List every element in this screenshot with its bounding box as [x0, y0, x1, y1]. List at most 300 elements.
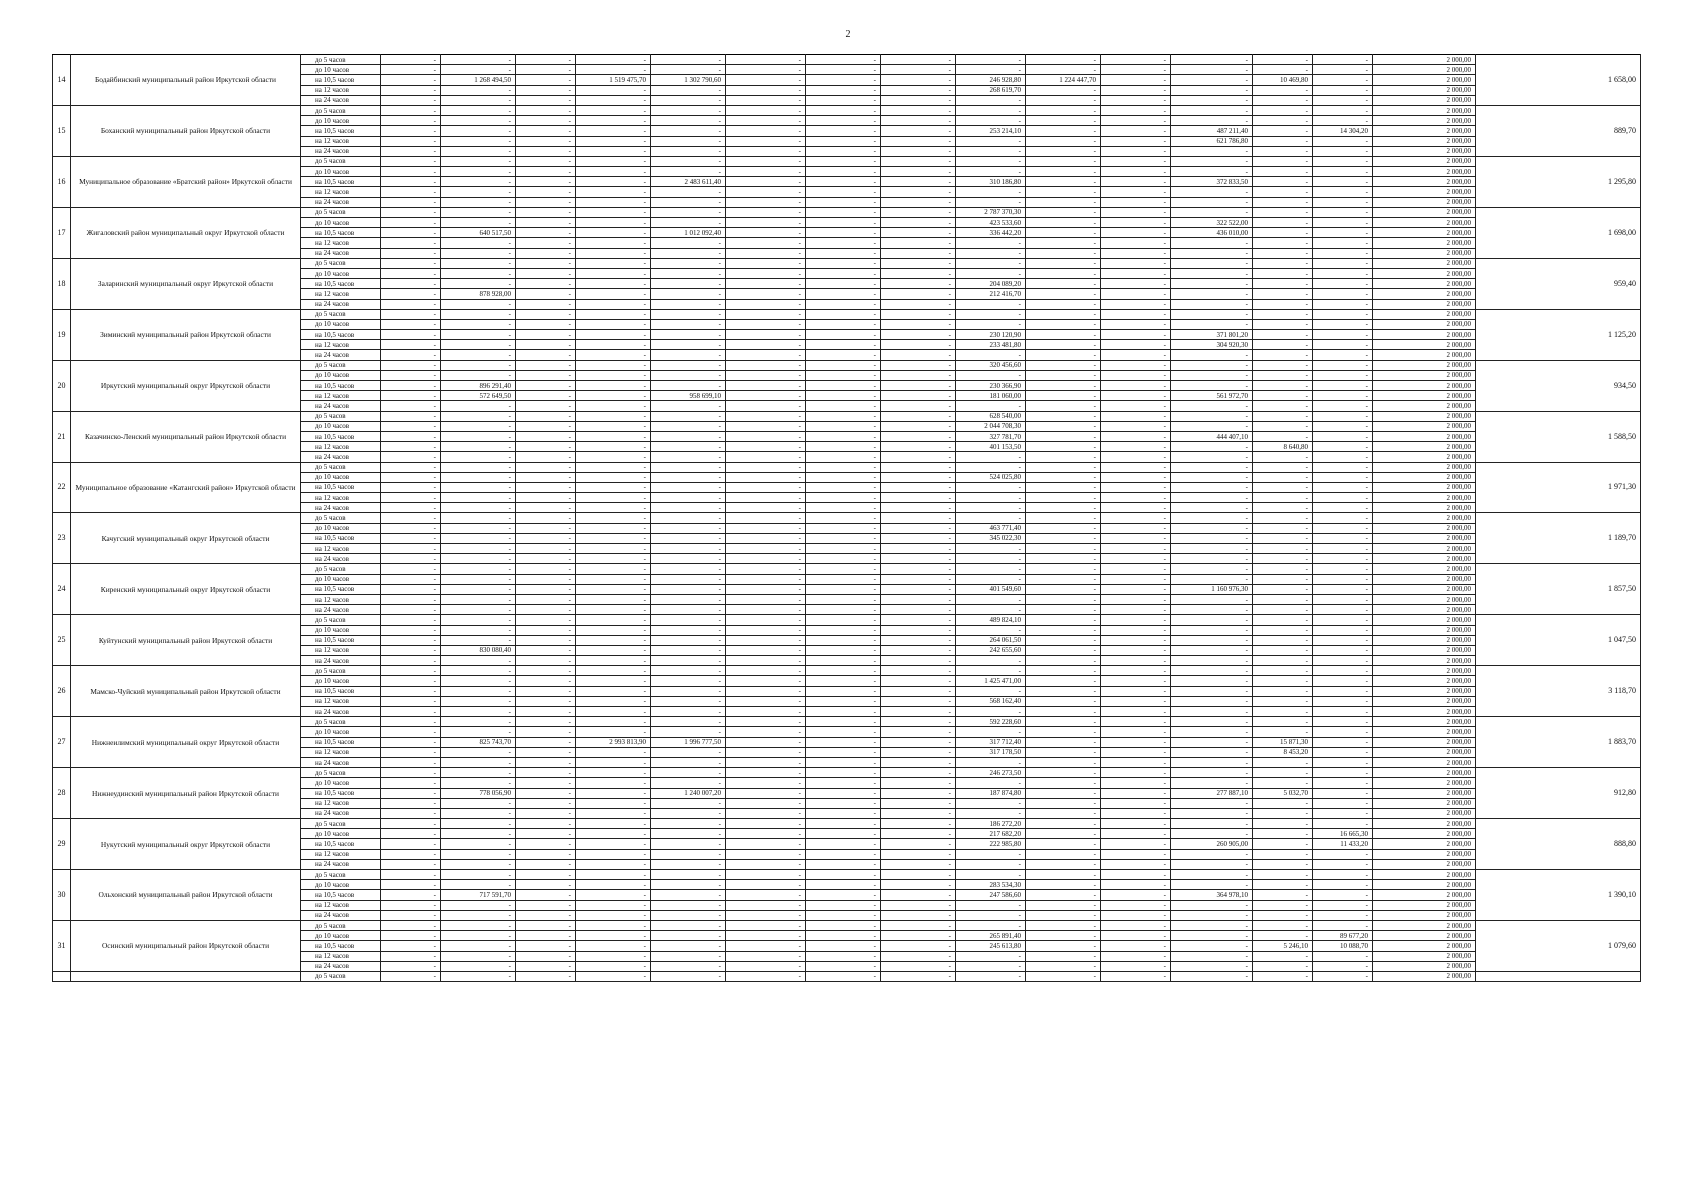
value-cell: - — [806, 544, 881, 554]
value-cell: 2 000,00 — [1373, 350, 1476, 360]
value-cell: - — [651, 890, 726, 900]
value-cell: - — [1101, 268, 1171, 278]
value-cell: - — [1171, 941, 1253, 951]
value-cell: - — [881, 635, 956, 645]
value-cell: - — [726, 105, 806, 115]
value-cell: - — [576, 696, 651, 706]
value-cell: 2 787 370,30 — [956, 207, 1026, 217]
value-cell: - — [441, 696, 516, 706]
value-cell: - — [1101, 462, 1171, 472]
value-cell: - — [1253, 513, 1313, 523]
value-cell: - — [576, 55, 651, 65]
value-cell: - — [516, 421, 576, 431]
value-cell: - — [516, 717, 576, 727]
value-cell: - — [441, 870, 516, 880]
value-cell: 246 928,80 — [956, 75, 1026, 85]
value-cell: - — [441, 493, 516, 503]
value-cell: - — [576, 177, 651, 187]
value-cell: - — [1026, 360, 1101, 370]
value-cell: - — [1026, 910, 1101, 920]
result-cell: 959,40 — [1476, 258, 1641, 309]
value-cell: - — [381, 116, 441, 126]
value-cell: - — [1253, 248, 1313, 258]
value-cell: - — [516, 146, 576, 156]
value-cell: - — [806, 554, 881, 564]
value-cell: 2 000,00 — [1373, 105, 1476, 115]
value-cell: - — [441, 360, 516, 370]
value-cell: - — [1313, 594, 1373, 604]
value-cell: - — [516, 931, 576, 941]
municipality-name: Нижнеилимский муниципальный округ Иркутской области — [71, 717, 301, 768]
value-cell: - — [1171, 951, 1253, 961]
value-cell: - — [881, 370, 956, 380]
value-cell: - — [881, 258, 956, 268]
value-cell: 230 366,90 — [956, 381, 1026, 391]
value-cell: - — [1171, 778, 1253, 788]
value-cell: 2 000,00 — [1373, 839, 1476, 849]
value-cell: 2 000,00 — [1373, 931, 1476, 941]
value-cell: 247 586,60 — [956, 890, 1026, 900]
value-cell: - — [516, 228, 576, 238]
value-cell: - — [881, 788, 956, 798]
value-cell: - — [1253, 187, 1313, 197]
value-cell: - — [441, 126, 516, 136]
value-cell: - — [1171, 910, 1253, 920]
value-cell: - — [441, 584, 516, 594]
duration-cell: на 24 часов — [301, 350, 381, 360]
value-cell: 8 640,80 — [1253, 442, 1313, 452]
result-cell: 1 698,00 — [1476, 207, 1641, 258]
value-cell: - — [441, 757, 516, 767]
value-cell: 2 000,00 — [1373, 737, 1476, 747]
value-cell: - — [1026, 299, 1101, 309]
value-cell: - — [516, 116, 576, 126]
value-cell: - — [881, 299, 956, 309]
value-cell: - — [441, 55, 516, 65]
value-cell: - — [1101, 951, 1171, 961]
value-cell: 15 871,30 — [1253, 737, 1313, 747]
value-cell: - — [1313, 258, 1373, 268]
value-cell: - — [651, 370, 726, 380]
value-cell: - — [516, 564, 576, 574]
value-cell: - — [576, 279, 651, 289]
value-cell: - — [1026, 268, 1101, 278]
value-cell: - — [1253, 533, 1313, 543]
value-cell: - — [651, 411, 726, 421]
value-cell: - — [576, 258, 651, 268]
value-cell: - — [881, 421, 956, 431]
result-cell: 1 971,30 — [1476, 462, 1641, 513]
value-cell: - — [1026, 391, 1101, 401]
value-cell: - — [381, 105, 441, 115]
value-cell: - — [651, 136, 726, 146]
value-cell: - — [516, 788, 576, 798]
value-cell: - — [726, 910, 806, 920]
value-cell: - — [651, 676, 726, 686]
value-cell: - — [726, 228, 806, 238]
value-cell: - — [881, 686, 956, 696]
value-cell: - — [1313, 116, 1373, 126]
duration-cell: до 10 часов — [301, 931, 381, 941]
value-cell: - — [1313, 421, 1373, 431]
value-cell: - — [806, 727, 881, 737]
value-cell: - — [516, 513, 576, 523]
value-cell: - — [516, 635, 576, 645]
value-cell: - — [1253, 544, 1313, 554]
duration-cell: на 12 часов — [301, 645, 381, 655]
value-cell: - — [1171, 75, 1253, 85]
table-row — [53, 55, 1641, 65]
value-cell: - — [806, 85, 881, 95]
value-cell: - — [806, 747, 881, 757]
value-cell: - — [441, 350, 516, 360]
value-cell: - — [1026, 472, 1101, 482]
value-cell: - — [1101, 859, 1171, 869]
value-cell: - — [381, 544, 441, 554]
value-cell: 2 000,00 — [1373, 768, 1476, 778]
value-cell: - — [806, 594, 881, 604]
value-cell: - — [1101, 880, 1171, 890]
duration-cell: на 10,5 часов — [301, 330, 381, 340]
value-cell: - — [651, 330, 726, 340]
value-cell: - — [806, 187, 881, 197]
value-cell: - — [1171, 197, 1253, 207]
value-cell: 489 824,10 — [956, 615, 1026, 625]
value-cell: 2 000,00 — [1373, 55, 1476, 65]
value-cell: - — [441, 880, 516, 890]
value-cell: 2 000,00 — [1373, 299, 1476, 309]
value-cell: - — [576, 778, 651, 788]
municipality-name: Нукутский муниципальный округ Иркутской области — [71, 819, 301, 870]
value-cell: - — [516, 523, 576, 533]
value-cell: - — [806, 401, 881, 411]
value-cell: 2 993 813,90 — [576, 737, 651, 747]
value-cell: 327 781,70 — [956, 431, 1026, 441]
value-cell: - — [516, 920, 576, 930]
value-cell: - — [516, 411, 576, 421]
value-cell: 2 000,00 — [1373, 493, 1476, 503]
value-cell: - — [1101, 788, 1171, 798]
value-cell: - — [1313, 717, 1373, 727]
value-cell: - — [956, 574, 1026, 584]
value-cell: 2 000,00 — [1373, 870, 1476, 880]
value-cell: - — [516, 544, 576, 554]
value-cell: - — [516, 819, 576, 829]
value-cell: - — [726, 686, 806, 696]
value-cell: - — [441, 177, 516, 187]
value-cell: - — [1171, 961, 1253, 971]
value-cell: - — [381, 55, 441, 65]
row-number: 28 — [53, 768, 71, 819]
value-cell: 2 000,00 — [1373, 890, 1476, 900]
value-cell: 2 000,00 — [1373, 849, 1476, 859]
value-cell: - — [726, 116, 806, 126]
value-cell: - — [651, 421, 726, 431]
value-cell: - — [441, 666, 516, 676]
value-cell: - — [806, 615, 881, 625]
value-cell: - — [1026, 116, 1101, 126]
value-cell: - — [1026, 900, 1101, 910]
value-cell: - — [1026, 452, 1101, 462]
value-cell: - — [1253, 65, 1313, 75]
value-cell: - — [441, 768, 516, 778]
value-cell: - — [1101, 666, 1171, 676]
value-cell: - — [1171, 360, 1253, 370]
value-cell: - — [1026, 951, 1101, 961]
table-row — [53, 819, 1641, 829]
value-cell: - — [1253, 85, 1313, 95]
value-cell: - — [441, 533, 516, 543]
value-cell: - — [1253, 197, 1313, 207]
value-cell: - — [1101, 431, 1171, 441]
value-cell: - — [806, 299, 881, 309]
value-cell: - — [956, 350, 1026, 360]
value-cell: 2 000,00 — [1373, 75, 1476, 85]
value-cell: - — [381, 554, 441, 564]
value-cell: 640 517,50 — [441, 228, 516, 238]
value-cell: - — [1026, 279, 1101, 289]
value-cell: - — [1313, 228, 1373, 238]
value-cell: - — [576, 900, 651, 910]
value-cell: - — [576, 635, 651, 645]
duration-cell: на 12 часов — [301, 544, 381, 554]
value-cell: - — [1171, 472, 1253, 482]
duration-cell: на 24 часов — [301, 808, 381, 818]
duration-cell: на 24 часов — [301, 146, 381, 156]
value-cell: - — [516, 238, 576, 248]
value-cell: 2 000,00 — [1373, 330, 1476, 340]
value-cell: - — [1253, 798, 1313, 808]
value-cell: - — [1171, 503, 1253, 513]
value-cell: - — [1253, 707, 1313, 717]
value-cell: - — [1253, 615, 1313, 625]
value-cell: - — [576, 299, 651, 309]
value-cell: - — [576, 289, 651, 299]
value-cell: - — [726, 513, 806, 523]
value-cell: - — [806, 788, 881, 798]
value-cell: - — [576, 268, 651, 278]
value-cell: - — [956, 258, 1026, 268]
value-cell: - — [726, 330, 806, 340]
value-cell: 2 000,00 — [1373, 594, 1476, 604]
value-cell: - — [956, 870, 1026, 880]
value-cell: - — [881, 411, 956, 421]
value-cell: - — [1101, 931, 1171, 941]
value-cell: - — [1101, 421, 1171, 431]
value-cell: - — [441, 727, 516, 737]
value-cell: - — [881, 503, 956, 513]
value-cell: - — [956, 452, 1026, 462]
value-cell: 717 591,70 — [441, 890, 516, 900]
value-cell: 277 887,10 — [1171, 788, 1253, 798]
value-cell: - — [381, 951, 441, 961]
value-cell: - — [1101, 808, 1171, 818]
value-cell: - — [806, 105, 881, 115]
value-cell: - — [806, 156, 881, 166]
value-cell: - — [1171, 523, 1253, 533]
value-cell: - — [441, 401, 516, 411]
value-cell: - — [956, 900, 1026, 910]
value-cell: - — [516, 268, 576, 278]
value-cell: - — [1253, 167, 1313, 177]
value-cell: - — [381, 788, 441, 798]
value-cell: - — [881, 941, 956, 951]
value-cell: - — [576, 319, 651, 329]
value-cell: - — [1313, 870, 1373, 880]
value-cell: - — [1313, 523, 1373, 533]
value-cell: - — [441, 941, 516, 951]
value-cell: 2 000,00 — [1373, 564, 1476, 574]
value-cell: - — [1026, 258, 1101, 268]
value-cell: - — [381, 757, 441, 767]
value-cell: - — [651, 798, 726, 808]
value-cell: - — [1313, 452, 1373, 462]
value-cell: - — [726, 544, 806, 554]
value-cell: - — [1101, 299, 1171, 309]
value-cell: - — [1026, 635, 1101, 645]
value-cell: - — [516, 360, 576, 370]
table-row — [53, 411, 1641, 421]
value-cell: 2 000,00 — [1373, 370, 1476, 380]
value-cell: - — [1253, 350, 1313, 360]
value-cell: - — [576, 126, 651, 136]
value-cell: - — [516, 574, 576, 584]
value-cell: - — [1026, 696, 1101, 706]
value-cell: - — [956, 503, 1026, 513]
value-cell: - — [651, 564, 726, 574]
value-cell: - — [726, 340, 806, 350]
value-cell: - — [806, 890, 881, 900]
value-cell: 304 920,30 — [1171, 340, 1253, 350]
value-cell: 2 000,00 — [1373, 136, 1476, 146]
value-cell: 230 120,90 — [956, 330, 1026, 340]
value-cell: 242 655,60 — [956, 645, 1026, 655]
value-cell: - — [1101, 503, 1171, 513]
value-cell: - — [806, 870, 881, 880]
value-cell: - — [1171, 829, 1253, 839]
value-cell: - — [1101, 105, 1171, 115]
value-cell: - — [806, 472, 881, 482]
duration-cell: до 10 часов — [301, 574, 381, 584]
row-number: 19 — [53, 309, 71, 360]
value-cell: 628 540,00 — [956, 411, 1026, 421]
value-cell: - — [1313, 482, 1373, 492]
value-cell: - — [441, 798, 516, 808]
value-cell: 1 160 976,30 — [1171, 584, 1253, 594]
value-cell: - — [381, 564, 441, 574]
value-cell: - — [576, 849, 651, 859]
value-cell: - — [881, 798, 956, 808]
value-cell: - — [1026, 513, 1101, 523]
value-cell: - — [1313, 370, 1373, 380]
value-cell: - — [806, 910, 881, 920]
value-cell: - — [516, 737, 576, 747]
value-cell: - — [381, 880, 441, 890]
value-cell: 89 677,20 — [1313, 931, 1373, 941]
value-cell: 222 985,80 — [956, 839, 1026, 849]
value-cell: - — [956, 136, 1026, 146]
value-cell: - — [651, 319, 726, 329]
value-cell: - — [806, 238, 881, 248]
value-cell: - — [1313, 564, 1373, 574]
value-cell: - — [806, 635, 881, 645]
value-cell: - — [651, 187, 726, 197]
value-cell: 2 000,00 — [1373, 819, 1476, 829]
value-cell: - — [516, 85, 576, 95]
value-cell: - — [806, 574, 881, 584]
value-cell: 2 000,00 — [1373, 584, 1476, 594]
value-cell: - — [516, 381, 576, 391]
value-cell: - — [806, 207, 881, 217]
value-cell: - — [441, 197, 516, 207]
value-cell: - — [441, 625, 516, 635]
value-cell: - — [1171, 544, 1253, 554]
value-cell: - — [651, 85, 726, 95]
value-cell: - — [1313, 340, 1373, 350]
value-cell: 2 000,00 — [1373, 279, 1476, 289]
value-cell: - — [881, 808, 956, 818]
value-cell: - — [1026, 289, 1101, 299]
value-cell: - — [726, 360, 806, 370]
value-cell: - — [651, 696, 726, 706]
value-cell: - — [576, 615, 651, 625]
value-cell: 364 978,10 — [1171, 890, 1253, 900]
value-cell: - — [881, 218, 956, 228]
tariff-table — [52, 54, 1641, 982]
duration-cell: до 10 часов — [301, 421, 381, 431]
value-cell: - — [881, 920, 956, 930]
value-cell: - — [651, 533, 726, 543]
value-cell: - — [516, 849, 576, 859]
value-cell: - — [806, 686, 881, 696]
value-cell: - — [806, 778, 881, 788]
value-cell: - — [806, 696, 881, 706]
value-cell: - — [651, 910, 726, 920]
value-cell: - — [806, 65, 881, 75]
value-cell: 896 291,40 — [441, 381, 516, 391]
value-cell: 11 433,20 — [1313, 839, 1373, 849]
value-cell: - — [956, 401, 1026, 411]
value-cell: - — [441, 146, 516, 156]
value-cell: - — [1253, 493, 1313, 503]
value-cell: 245 613,80 — [956, 941, 1026, 951]
value-cell: - — [651, 554, 726, 564]
value-cell: - — [726, 289, 806, 299]
value-cell: - — [576, 645, 651, 655]
value-cell: - — [1101, 65, 1171, 75]
value-cell: - — [516, 482, 576, 492]
result-cell: 1 857,50 — [1476, 564, 1641, 615]
value-cell: 187 874,80 — [956, 788, 1026, 798]
value-cell: - — [806, 411, 881, 421]
value-cell: - — [726, 798, 806, 808]
value-cell: - — [881, 85, 956, 95]
value-cell: 2 000,00 — [1373, 656, 1476, 666]
value-cell: 5 032,70 — [1253, 788, 1313, 798]
value-cell: - — [806, 931, 881, 941]
value-cell: - — [881, 971, 956, 981]
duration-cell: до 5 часов — [301, 870, 381, 880]
value-cell: - — [1313, 279, 1373, 289]
duration-cell: до 5 часов — [301, 666, 381, 676]
duration-cell: до 10 часов — [301, 370, 381, 380]
value-cell: - — [806, 920, 881, 930]
value-cell: - — [1313, 381, 1373, 391]
value-cell: - — [881, 829, 956, 839]
value-cell: - — [881, 330, 956, 340]
value-cell: - — [441, 156, 516, 166]
value-cell: - — [576, 187, 651, 197]
